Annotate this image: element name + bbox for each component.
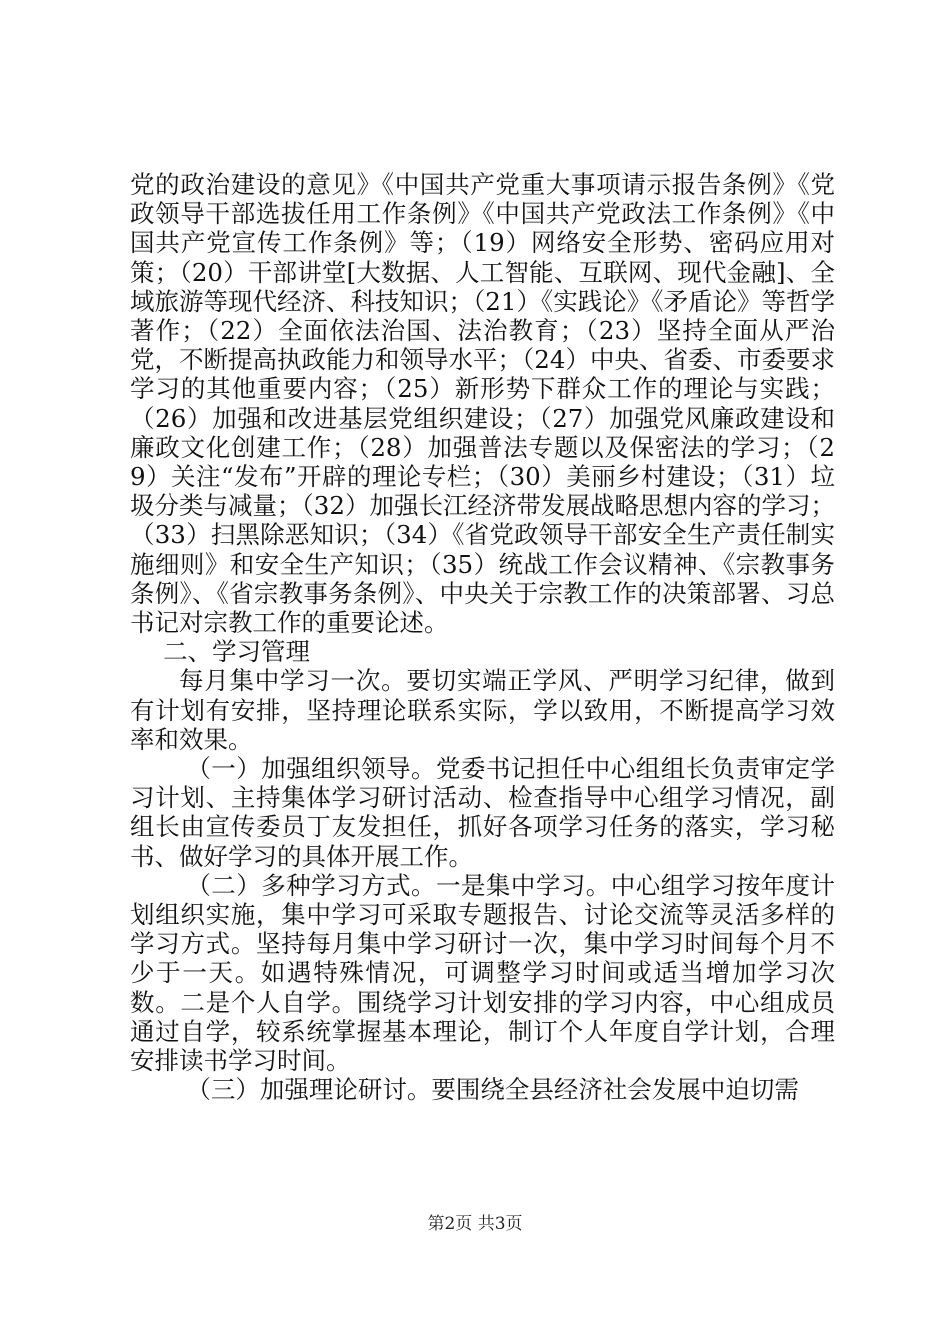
section-heading-study-management: 二、学习管理 — [163, 637, 311, 667]
document-body — [130, 170, 835, 1105]
study-frequency-paragraph: 每月集中学习一次。要切实端正学风、严明学习纪律，做到有计划有安排，坚持理论联系实际，学以致用，不断提高学习效率和效果。 — [130, 666, 835, 754]
page-number: 第2页 共3页 — [427, 1214, 523, 1234]
organization-leadership-paragraph: （一）加强组织领导。党委书记担任中心组组长负责审定学习计划、主持集体学习研讨活动、检查指导中心组学习情况，副组长由宣传委员丁友发担任，抓好各项学习任务的落实，学习秘书、做好学习的具体开展工作。 — [130, 754, 835, 871]
theory-research-paragraph: （三）加强理论研讨。要围绕全县经济社会发展中迫切需 — [186, 1075, 799, 1105]
study-methods-paragraph: （二）多种学习方式。一是集中学习。中心组学习按年度计划组织实施，集中学习可采取专题报告、讨论交流等灵活多样的学习方式。坚持每月集中学习研讨一次，集中学习时间每个月不少于一天。如遇特殊情况，可调整学习时间或适当增加学习次数。二是个人自学。围绕学习计划安排的学习内容，中心组成员通过自学，较系统掌握基本理论，制订个人年度自学计划，合理安排读书学习时间。 — [130, 870, 835, 1076]
study-topics-paragraph: 党的政治建设的意见》《中国共产党重大事项请示报告条例》《党政领导干部选拔任用工作条例》《中国共产党政法工作条例》《中国共产党宣传工作条例》等；（19）网络安全形势、密码应用对策；（20）干部讲堂[大数据、人工智能、互联网、现代金融]、全域旅游等现代经济、科技知识；（21）《实践论》《矛盾论》等哲学著作；（22）全面依法治国、法治教育；（23）坚持全面从严治党，不断提高执政能力和领导水平；（24）中央、省委、市委要求学习的其他重要内容；（25）新形势下群众工作的理论与实践；（26）加强和改进基层党组织建设；（27）加强党风廉政建设和廉政文化创建工作；（28）加强普法专题以及保密法的学习；（29）关注“发布”开辟的理论专栏；（30）美丽乡村建设；（31）垃圾分类与减量；（32）加强长江经济带发展战略思想内容的学习；（33）扫黑除恶知识；（34）《省党政领导干部安全生产责任制实施细则》和安全生产知识；（35）统战工作会议精神、《宗教事务条例》、《省宗教事务条例》、中央关于宗教工作的决策部署、习总书记对宗教工作的重要论述。 — [130, 170, 835, 638]
